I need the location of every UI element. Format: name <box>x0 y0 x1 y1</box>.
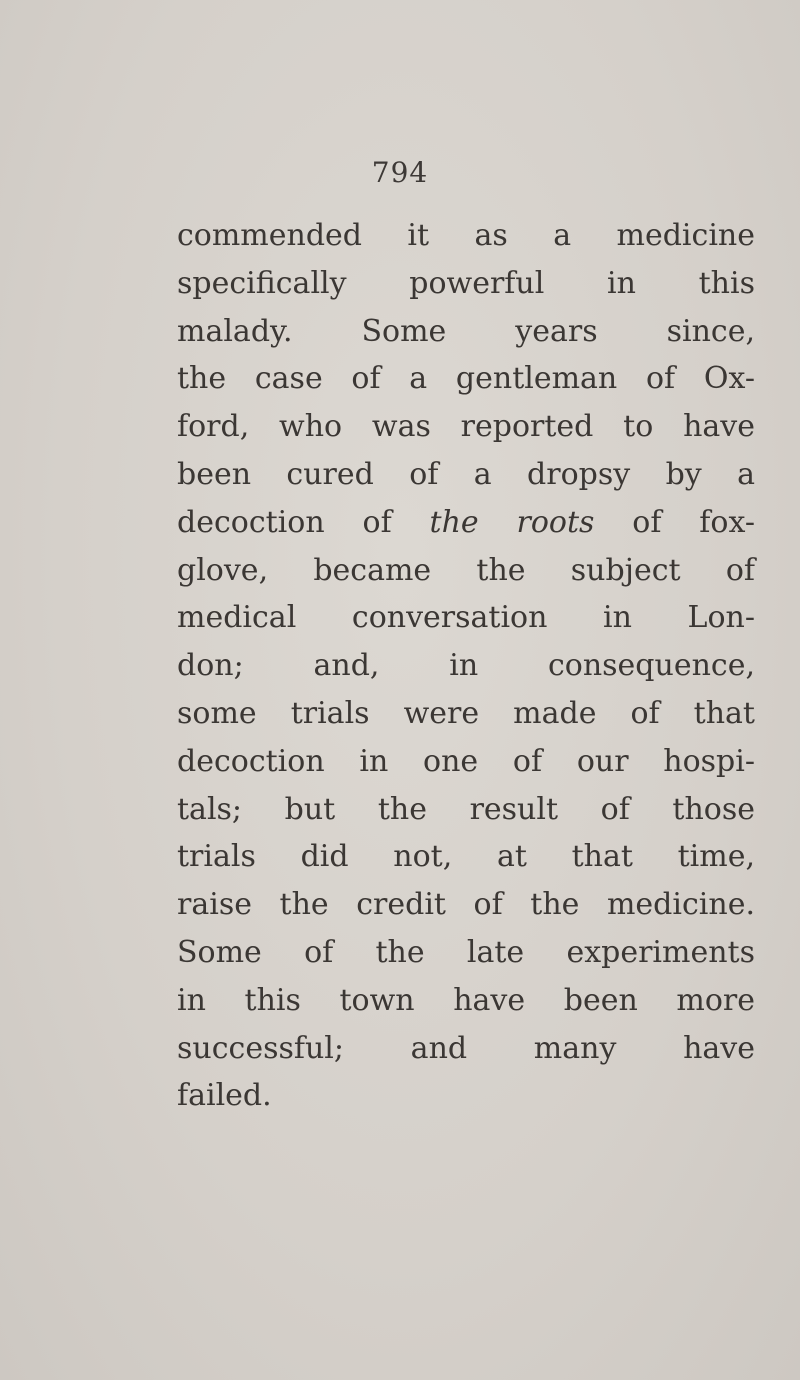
text-line: specifically powerful in this <box>177 265 755 301</box>
text-line: some trials were made of that <box>177 695 755 731</box>
text-line: Some of the late experiments <box>177 934 755 970</box>
text-line: failed. <box>177 1078 272 1114</box>
text-line: been cured of a dropsy by a <box>177 456 755 492</box>
text-line: decoction of the roots of fox- <box>177 504 755 540</box>
text-line: successful; and many have <box>177 1030 755 1066</box>
text-line: in this town have been more <box>177 982 755 1018</box>
page-number: 794 <box>371 156 429 189</box>
text-line: glove, became the subject of <box>177 552 755 588</box>
text-line: don; and, in consequence, <box>177 648 755 684</box>
text-line: medical conversation in Lon- <box>177 600 755 636</box>
text-line: malady. Some years since, <box>177 313 755 349</box>
text-line: commended it as a medicine <box>177 218 755 253</box>
body-text <box>177 212 755 1120</box>
text-line: trials did not, at that time, <box>177 839 755 875</box>
text-line: tals; but the result of those <box>177 791 755 827</box>
text-line: the case of a gentleman of Ox- <box>177 361 755 397</box>
text-line: raise the credit of the medicine. <box>177 887 755 923</box>
text-line: ford, who was reported to have <box>177 409 755 445</box>
italic-phrase: the roots <box>429 504 595 540</box>
text-line: decoction in one of our hospi- <box>177 743 755 779</box>
